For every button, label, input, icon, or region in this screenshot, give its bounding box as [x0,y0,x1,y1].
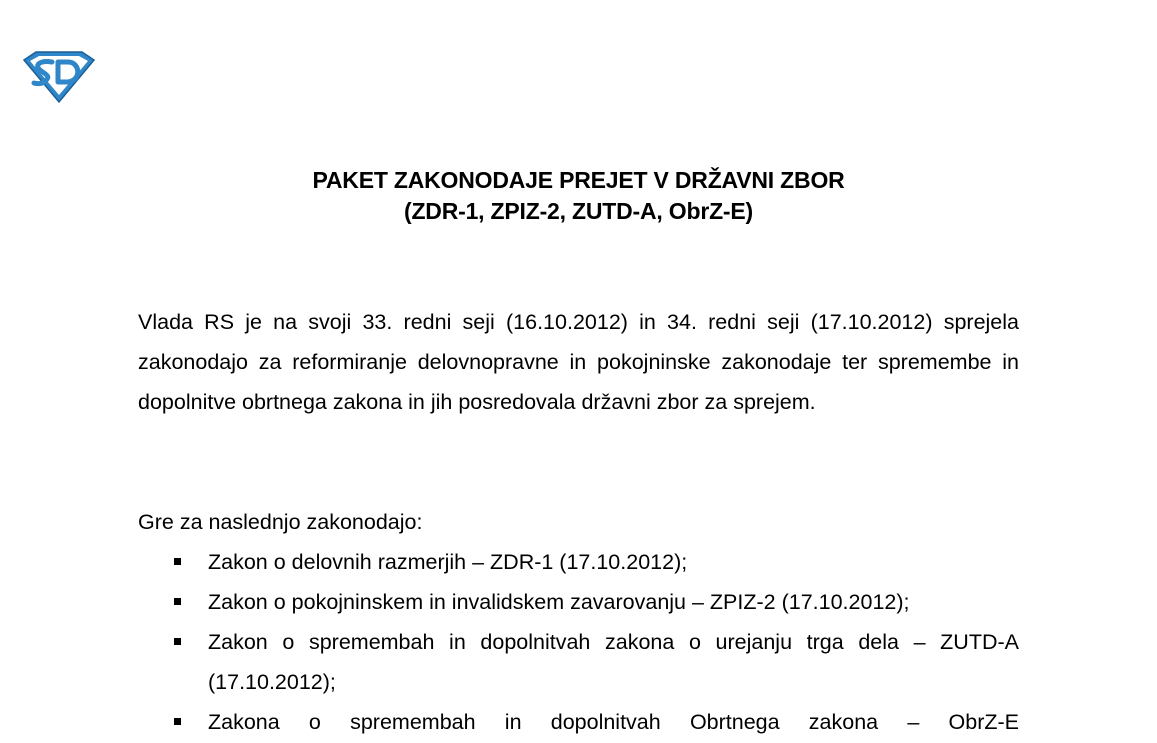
document-title-line-2: (ZDR-1, ZPIZ-2, ZUTD-A, ObrZ-E) [404,198,753,224]
law-list-item-obrz [138,702,1019,742]
law-list-item-zpiz [138,582,1019,622]
square-bullet-icon [174,558,181,565]
sd-logo [22,50,96,104]
law-list [138,542,1019,742]
document-title-line-1: PAKET ZAKONODAJE PREJET V DRŽAVNI ZBOR [312,167,845,193]
law-item-text: Zakon o spremembah in dopolnitvah zakona o urejanju trga dela – ZUTD-A (17.10.2012); [208,630,1019,694]
law-item-text: Zakon o pokojninskem in invalidskem zavarovanju – ZPIZ-2 (17.10.2012); [208,590,910,614]
law-item-text: Zakona o spremembah in dopolnitvah Obrtnega zakona – ObrZ-E [208,710,1019,734]
intro-paragraph: Vlada RS je na svoji 33. redni seji (16.10.2012) in 34. redni seji (17.10.2012) sprejela zakonodajo za reformiranje delovnopravne in pokojninske zakonodaje ter spremembe in dopolnitve obrtnega zakona in jih posredovala državni zbor za sprejem. [138,310,1019,414]
law-list-item-zutd [138,622,1019,702]
square-bullet-icon [174,718,181,725]
square-bullet-icon [174,598,181,605]
square-bullet-icon [174,638,181,645]
list-lead-text: Gre za naslednjo zakonodajo: [138,510,423,534]
law-item-text: Zakon o delovnih razmerjih – ZDR-1 (17.10.2012); [208,550,688,574]
law-list-item-zdr [138,542,1019,582]
